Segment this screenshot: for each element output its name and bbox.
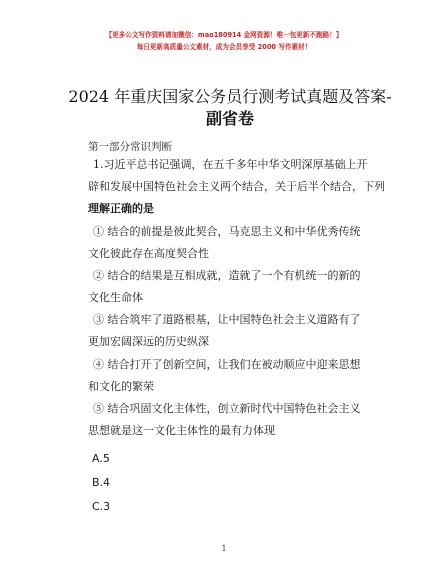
statement-line: 思想就是这一文化主体性的最有力体现	[88, 424, 275, 437]
question-line: 1.习近平总书记强调，在五千多年中华文明深厚基础上开	[93, 158, 368, 171]
statement-line: ③ 结合筑牢了道路根基，让中国特色社会主义道路有了	[93, 313, 361, 326]
statement-line: 更加宏阔深远的历史纵深	[88, 335, 209, 348]
option-c: C.3	[92, 500, 111, 513]
statement-line: ⑤ 结合巩固文化主体性，创立新时代中国特色社会主义	[93, 402, 361, 415]
statement-line: ② 结合的结果是互相成就，造就了一个有机统一的新的	[93, 269, 361, 282]
statement-line: 文化生命体	[88, 291, 143, 304]
question-line: 辟和发展中国特色社会主义两个结合，关于后半个结合，下列	[88, 180, 385, 193]
statement-line: ④ 结合打开了创新空间，让我们在被动顺应中迎来思想	[93, 358, 361, 371]
question-line: 理解正确的是	[88, 202, 154, 215]
statement-4	[88, 354, 388, 398]
option-b: B.4	[92, 476, 111, 489]
document-title: 2024 年重庆国家公务员行测考试真题及答案-	[68, 87, 392, 106]
statement-line: 文化彼此存在高度契合性	[88, 247, 209, 260]
question-text	[88, 154, 388, 220]
statement-1	[88, 221, 388, 265]
document-title-continued: 副省卷	[205, 109, 254, 128]
statement-2	[88, 265, 388, 309]
section-heading: 第一部分常识判断	[88, 141, 172, 153]
statement-3	[88, 309, 388, 353]
page-number: 1	[221, 544, 227, 553]
statement-line: ① 结合的前提是彼此契合，马克思主义和中华优秀传统	[93, 225, 361, 238]
statement-line: 和文化的繁荣	[88, 380, 154, 393]
statement-5	[88, 398, 388, 442]
promo-line-1: 【更多公文写作资料请加微信：mao180914 金网资源！唯一包更新不跑路！】	[105, 31, 343, 39]
promo-line-2: 每日更新高质量公文素材，成为会员享受 2000 写作素材！	[136, 43, 312, 51]
option-a: A.5	[92, 452, 110, 465]
